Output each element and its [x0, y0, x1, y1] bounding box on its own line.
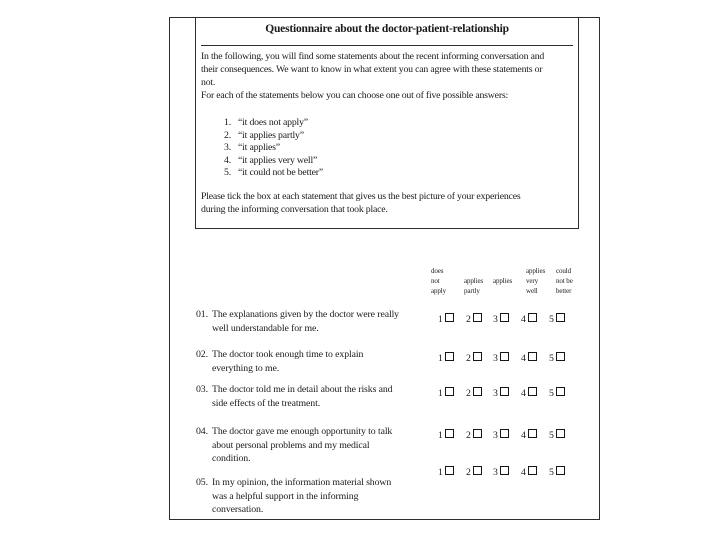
answer-option: [224, 155, 574, 168]
scale-number: 3: [493, 467, 498, 478]
checkbox-01-1[interactable]: [445, 313, 454, 322]
answer-cell: [521, 348, 537, 366]
grid-column-header: [493, 276, 512, 286]
statement-line: was a helpful support in the informing: [212, 490, 359, 502]
checkbox-04-3[interactable]: [500, 429, 509, 438]
answer-cell: [549, 425, 565, 443]
column-header-line: applies: [493, 277, 513, 285]
statement-line: In my opinion, the information material shown: [212, 477, 392, 488]
answer-cell: [438, 309, 454, 327]
option-number: 3.: [224, 142, 231, 154]
option-label: “it applies partly”: [238, 129, 304, 141]
answer-cell: [466, 462, 482, 480]
column-header-line: not be: [556, 277, 573, 285]
column-header-line: does: [431, 267, 444, 275]
scale-number: 1: [438, 388, 443, 399]
scale-number: 3: [493, 314, 498, 325]
scale-number: 5: [549, 353, 554, 364]
statement: [196, 476, 391, 517]
column-header-line: applies: [464, 277, 484, 285]
statement: [196, 383, 392, 410]
answer-cell: [493, 462, 509, 480]
checkbox-04-5[interactable]: [556, 429, 565, 438]
checkbox-04-1[interactable]: [445, 429, 454, 438]
option-label: “it could not be better”: [238, 167, 323, 179]
questionnaire-page: [169, 17, 600, 520]
statement-line: well understandable for me.: [212, 322, 319, 334]
statement-line: The doctor gave me enough opportunity to talk: [212, 426, 393, 437]
answer-cell: [466, 309, 482, 327]
answer-cell: [521, 383, 537, 401]
answer-cell: [521, 425, 537, 443]
column-header-line: partly: [464, 287, 480, 295]
checkbox-05-2[interactable]: [473, 466, 482, 475]
checkbox-04-4[interactable]: [528, 429, 537, 438]
answer-option: [224, 130, 574, 143]
answer-cell: [438, 425, 454, 443]
answer-option: [224, 142, 574, 155]
statement-line: side effects of the treatment.: [212, 397, 321, 409]
scale-number: 2: [466, 353, 471, 364]
checkbox-05-5[interactable]: [556, 466, 565, 475]
checkbox-01-5[interactable]: [556, 313, 565, 322]
intro-box: [195, 17, 579, 229]
answer-options-list: [224, 117, 574, 180]
instruction-paragraph: [201, 190, 574, 216]
grid-column-header: [556, 266, 573, 296]
page-title: Questionnaire about the doctor-patient-relationship: [265, 23, 509, 35]
intro-paragraph: [201, 50, 574, 102]
answer-cell: [521, 309, 537, 327]
scale-number: 1: [438, 314, 443, 325]
scale-number: 4: [521, 467, 526, 478]
option-number: 4.: [224, 154, 231, 166]
checkbox-01-2[interactable]: [473, 313, 482, 322]
statement-line: everything to me.: [212, 362, 280, 374]
scale-number: 4: [521, 430, 526, 441]
statement-number: 01.: [196, 309, 208, 320]
scale-number: 5: [549, 430, 554, 441]
statement-number: 02.: [196, 349, 208, 360]
scale-number: 5: [549, 388, 554, 399]
grid-column-header: [431, 266, 446, 296]
answer-option: [224, 117, 574, 130]
scale-number: 1: [438, 353, 443, 364]
statement-line: conversation.: [212, 504, 264, 515]
statement-line: The explanations given by the doctor were really: [212, 309, 399, 320]
scale-number: 2: [466, 467, 471, 478]
answer-cell: [466, 383, 482, 401]
checkbox-05-3[interactable]: [500, 466, 509, 475]
answer-cell: [493, 309, 509, 327]
answer-cell: [549, 348, 565, 366]
scale-number: 2: [466, 314, 471, 325]
checkbox-03-3[interactable]: [500, 387, 509, 396]
scale-number: 1: [438, 430, 443, 441]
scale-number: 3: [493, 353, 498, 364]
answer-cell: [438, 462, 454, 480]
answer-cell: [438, 383, 454, 401]
answer-cell: [493, 383, 509, 401]
scale-number: 4: [521, 388, 526, 399]
answer-cell: [549, 383, 565, 401]
scale-number: 5: [549, 314, 554, 325]
scale-number: 3: [493, 388, 498, 399]
checkbox-02-4[interactable]: [528, 352, 537, 361]
option-label: “it applies very well”: [238, 154, 318, 166]
intro-line: not.: [201, 77, 216, 88]
checkbox-05-1[interactable]: [445, 466, 454, 475]
statement-line: about personal problems and my medical: [212, 439, 370, 451]
checkbox-02-1[interactable]: [445, 352, 454, 361]
scale-number: 5: [549, 467, 554, 478]
scale-number: 2: [466, 430, 471, 441]
checkbox-02-2[interactable]: [473, 352, 482, 361]
answer-option: [224, 167, 574, 180]
intro-line: In the following, you will find some statements about the recent informing conversation and: [201, 51, 545, 62]
column-header-line: better: [556, 287, 572, 295]
checkbox-05-4[interactable]: [528, 466, 537, 475]
statement: [196, 348, 363, 375]
answer-cell: [549, 462, 565, 480]
statement: [196, 308, 399, 335]
intro-line: For each of the statements below you can choose one out of five possible answers:: [201, 90, 509, 101]
checkbox-03-2[interactable]: [473, 387, 482, 396]
option-number: 5.: [224, 167, 231, 179]
statement: [196, 425, 392, 466]
answer-cell: [466, 348, 482, 366]
statement-number: 03.: [196, 384, 208, 395]
checkbox-04-2[interactable]: [473, 429, 482, 438]
checkbox-03-4[interactable]: [528, 387, 537, 396]
checkbox-row: [170, 462, 599, 476]
answer-cell: [549, 309, 565, 327]
checkbox-01-3[interactable]: [500, 313, 509, 322]
option-label: “it does not apply”: [238, 117, 308, 128]
scale-number: 4: [521, 314, 526, 325]
checkbox-03-5[interactable]: [556, 387, 565, 396]
option-label: “it applies”: [238, 142, 280, 154]
scale-number: 3: [493, 430, 498, 441]
column-header-line: well: [526, 287, 538, 295]
checkbox-03-1[interactable]: [445, 387, 454, 396]
checkbox-01-4[interactable]: [528, 313, 537, 322]
scale-number: 2: [466, 388, 471, 399]
answer-cell: [521, 462, 537, 480]
title-divider: [201, 45, 573, 46]
checkbox-02-5[interactable]: [556, 352, 565, 361]
scale-number: 1: [438, 467, 443, 478]
instruction-line: Please tick the box at each statement that gives us the best picture of your experiences: [201, 190, 521, 202]
column-header-line: not: [431, 277, 440, 285]
column-header-line: could: [556, 267, 572, 275]
scale-number: 4: [521, 353, 526, 364]
option-number: 1.: [224, 117, 231, 128]
intro-line: their consequences. We want to know in what extent you can agree with these statements or: [201, 64, 543, 75]
statement-line: The doctor told me in detail about the risks and: [212, 384, 393, 395]
option-number: 2.: [224, 129, 231, 141]
checkbox-02-3[interactable]: [500, 352, 509, 361]
answer-cell: [493, 425, 509, 443]
answer-cell: [438, 348, 454, 366]
grid-column-header: [464, 276, 483, 296]
grid-column-header: [526, 266, 545, 296]
answer-cell: [493, 348, 509, 366]
answer-cell: [466, 425, 482, 443]
statement-number: 04.: [196, 426, 208, 437]
statement-number: 05.: [196, 477, 208, 488]
statement-line: The doctor took enough time to explain: [212, 349, 364, 360]
instruction-line: during the informing conversation that took place.: [201, 203, 388, 215]
column-header-line: very: [526, 277, 539, 285]
column-header-line: applies: [526, 267, 546, 275]
statement-line: condition.: [212, 453, 251, 464]
column-header-line: apply: [431, 287, 447, 295]
